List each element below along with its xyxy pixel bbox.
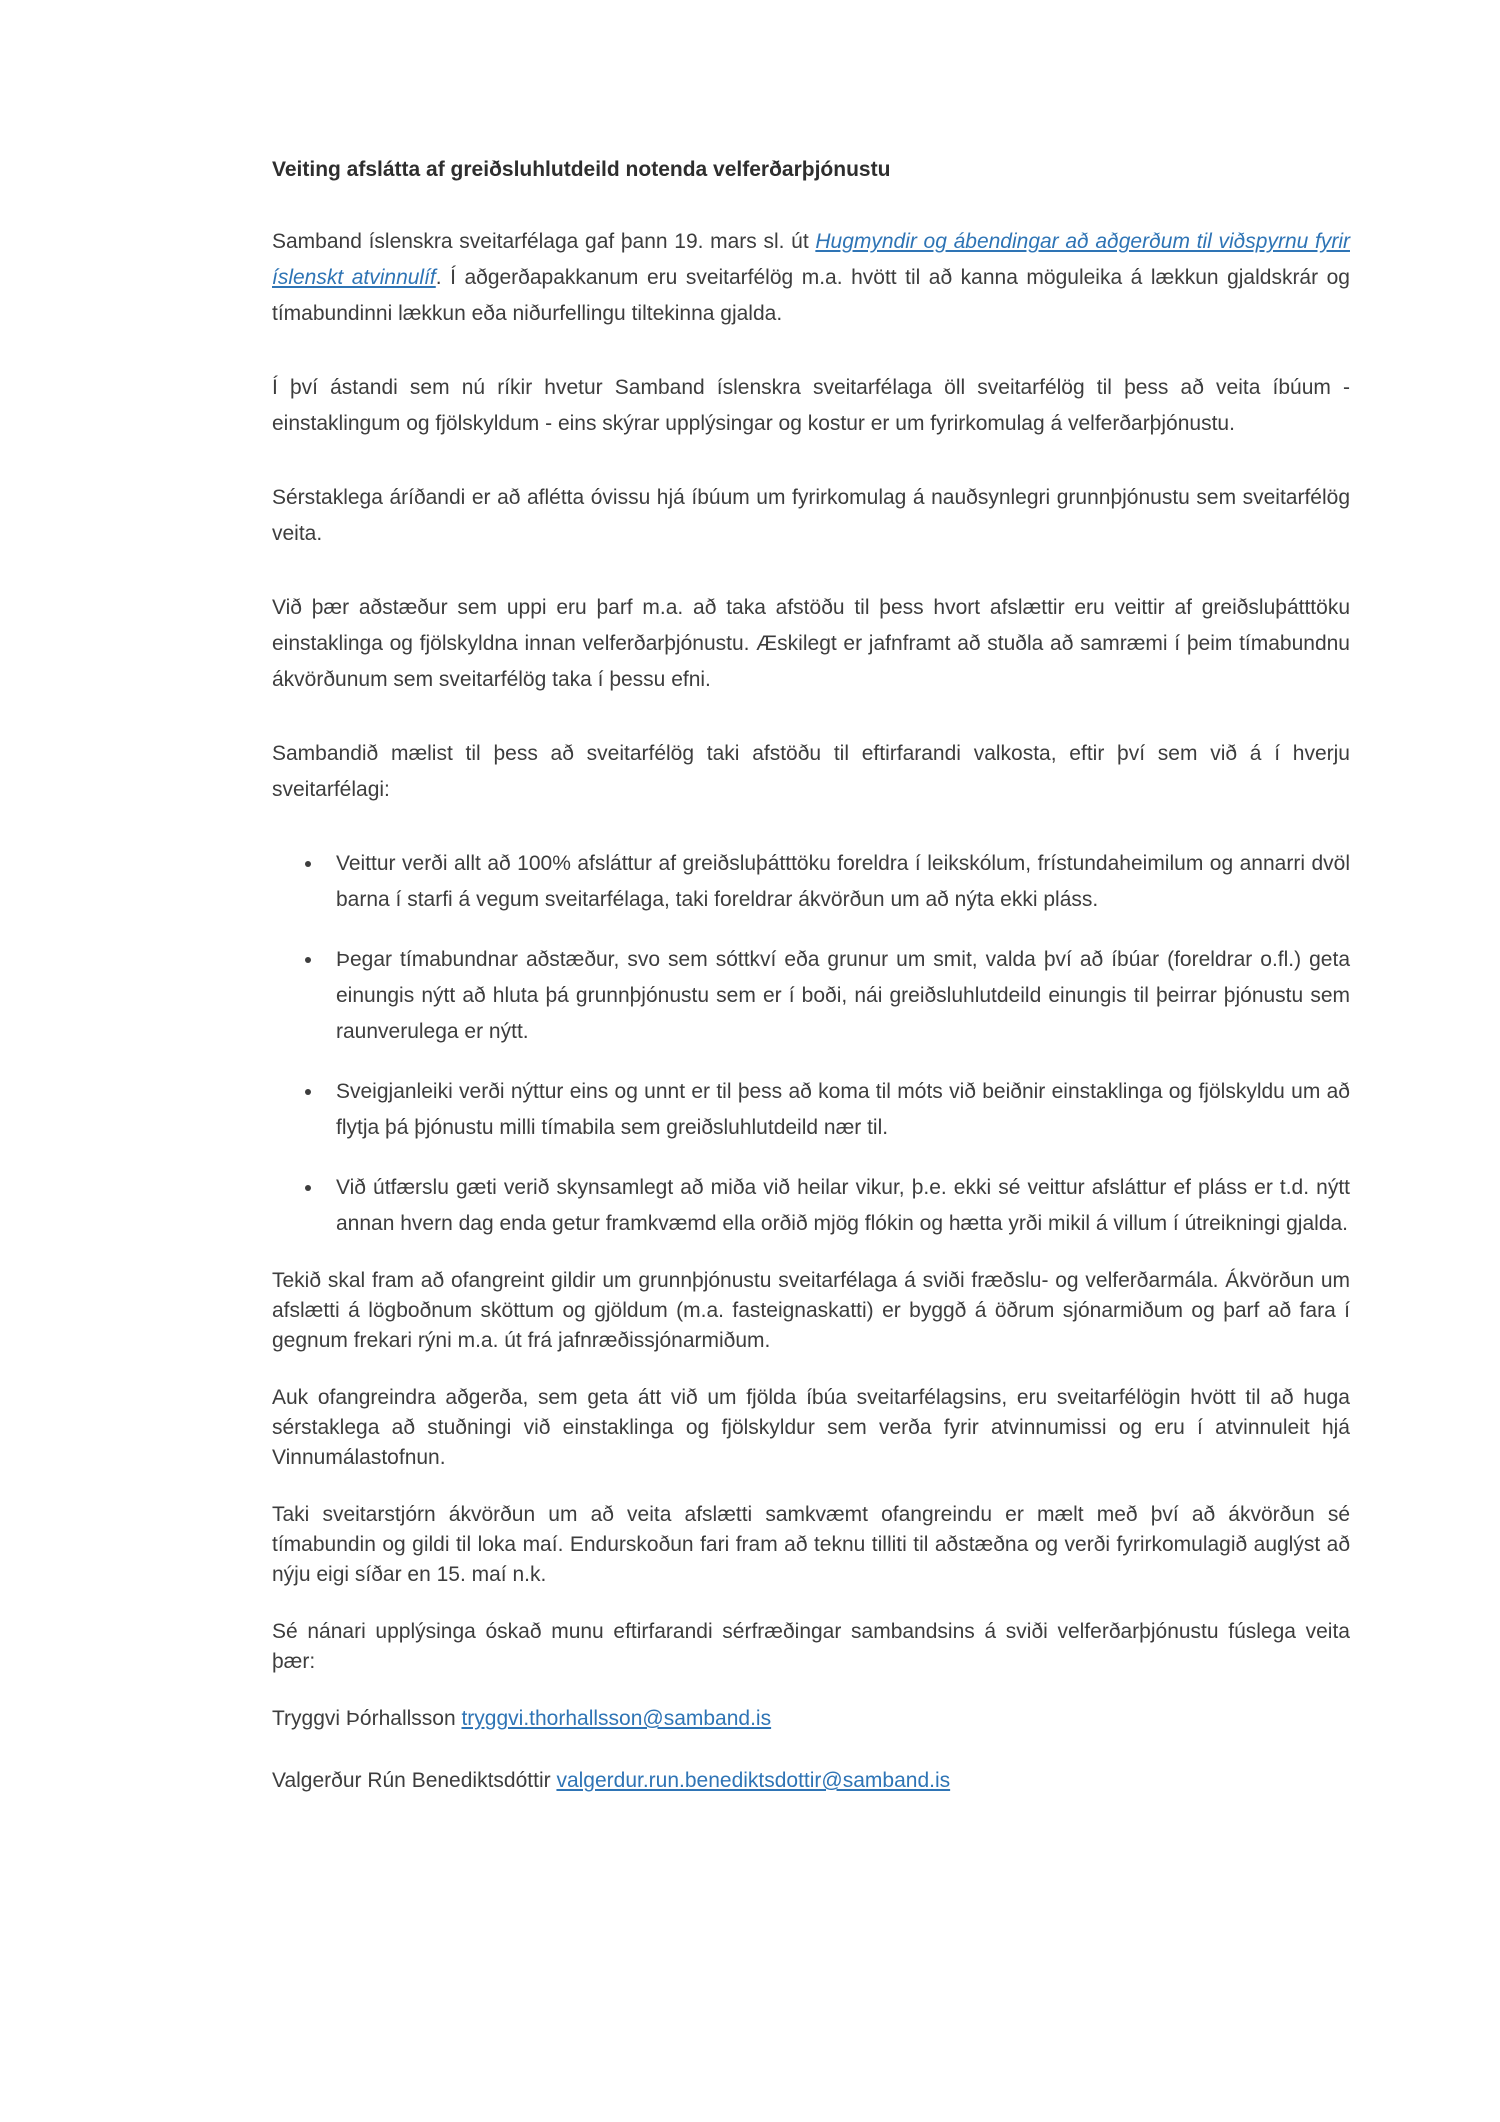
paragraph-discount-consideration: Við þær aðstæður sem uppi eru þarf m.a. að taka afstöðu til þess hvort afslættir eru veittir af greiðsluþátttöku einstaklinga og fjölskyldna innan velferðarþjónustu. Æskilegt er jafnframt að stuðla að samræmi í þeim tímabundnu ákvörðunum sem sveitarfélög taka í þessu efni. [272,596,1350,691]
report-hyperlink[interactable]: Hugmyndir og ábendingar að aðgerðum til viðspyrnu fyrir íslenskt atvinnulíf [272,230,1350,289]
paragraph-options-intro: Sambandið mælist til þess að sveitarfélög taki afstöðu til eftirfarandi valkosta, eftir því sem við á í hverju sveitarfélagi: [272,742,1350,801]
intro-text-before-link: Samband íslenskra sveitarfélaga gaf þann 19. mars sl. út [272,230,816,253]
document-title: Veiting afslátta af greiðsluhlutdeild notenda velferðarþjónustu [272,158,891,181]
contact-name-valgerdur: Valgerður Rún Benediktsdóttir [272,1769,557,1792]
intro-text-after-link: . Í aðgerðapakkanum eru sveitarfélög m.a. hvött til að kanna möguleika á lækkun gjaldskrár og tímabundinni lækkun eða niðurfellingu tiltekinna gjalda. [272,266,1350,325]
bullet-item-partial-use: • Þegar tímabundnar aðstæður, svo sem sóttkví eða grunur um smit, valda því að íbúar (foreldrar o.fl.) geta einungis nýtt að hluta þá grunnþjónustu sem er í boði, nái greiðsluhlutdeild einungis til þeirrar þjónustu sem raunverulega er nýtt. [324,942,1350,1050]
paragraph-further-info: Sé nánari upplýsinga óskað munu eftirfarandi sérfræðingar sambandsins á sviði velferðarþjónustu fúslega veita þær: [272,1620,1350,1673]
paragraph-uncertainty: Sérstaklega áríðandi er að aflétta óvissu hjá íbúum um fyrirkomulag á nauðsynlegri grunnþjónustu sem sveitarfélög veita. [272,486,1350,545]
paragraph-unemployment-support: Auk ofangreindra aðgerða, sem geta átt við um fjölda íbúa sveitarfélagsins, eru sveitarfélögin hvött til að huga sérstaklega að stuðningi við einstaklinga og fjölskyldur sem verða fyrir atvinnumissi og eru í atvinnuleit hjá Vinnumálastofnun. [272,1386,1350,1469]
email-link-tryggvi[interactable]: tryggvi.thorhallsson@samband.is [461,1707,772,1730]
bullet-item-flexibility: • Sveigjanleiki verði nýttur eins og unnt er til þess að koma til móts við beiðnir einstaklinga og fjölskyldu um að flytja þá þjónustu milli tímabila sem greiðsluhlutdeild nær til. [324,1074,1350,1146]
contact-line-tryggvi [272,1704,1350,1734]
paragraph-scope-clarification: Tekið skal fram að ofangreint gildir um grunnþjónustu sveitarfélaga á sviði fræðslu- og velferðarmála. Ákvörðun um afslætti á lögboðnum sköttum og gjöldum (m.a. fasteignaskatti) er byggð á öðrum sjónarmiðum og þarf að fara í gegnum frekari rýni m.a. út frá jafnræðissjónarmiðum. [272,1269,1350,1352]
email-link-valgerdur[interactable]: valgerdur.run.benediktsdottir@samband.is [556,1769,951,1792]
bullet-item-discount-100: • Veittur verði allt að 100% afsláttur af greiðsluþátttöku foreldra í leikskólum, frístundaheimilum og annarri dvöl barna í starfi á vegum sveitarfélaga, taki foreldrar ákvörðun um að nýta ekki pláss. [324,846,1350,918]
paragraph-current-situation: Í því ástandi sem nú ríkir hvetur Samband íslenskra sveitarfélaga öll sveitarfélög til þess að veita íbúum - einstaklingum og fjölskyldum - eins skýrar upplýsingar og kostur er um fyrirkomulag á velferðarþjónustu. [272,376,1350,435]
intro-paragraph [272,224,1350,332]
bullet-item-whole-weeks: • Við útfærslu gæti verið skynsamlegt að miða við heilar vikur, þ.e. ekki sé veittur afsláttur ef pláss er t.d. nýtt annan hvern dag enda getur framkvæmd ella orðið mjög flókin og hætta yrði mikil á villum í útreikningi gjalda. [324,1170,1350,1242]
options-bullet-list [272,846,1350,1242]
contact-line-valgerdur [272,1766,1350,1796]
contact-name-tryggvi: Tryggvi Þórhallsson [272,1707,462,1730]
paragraph-time-limit: Taki sveitarstjórn ákvörðun um að veita afslætti samkvæmt ofangreindu er mælt með því að ákvörðun sé tímabundin og gildi til loka maí. Endurskoðun fari fram að teknu tilliti til aðstæðna og verði fyrirkomulagið auglýst að nýju eigi síðar en 15. maí n.k. [272,1503,1350,1586]
